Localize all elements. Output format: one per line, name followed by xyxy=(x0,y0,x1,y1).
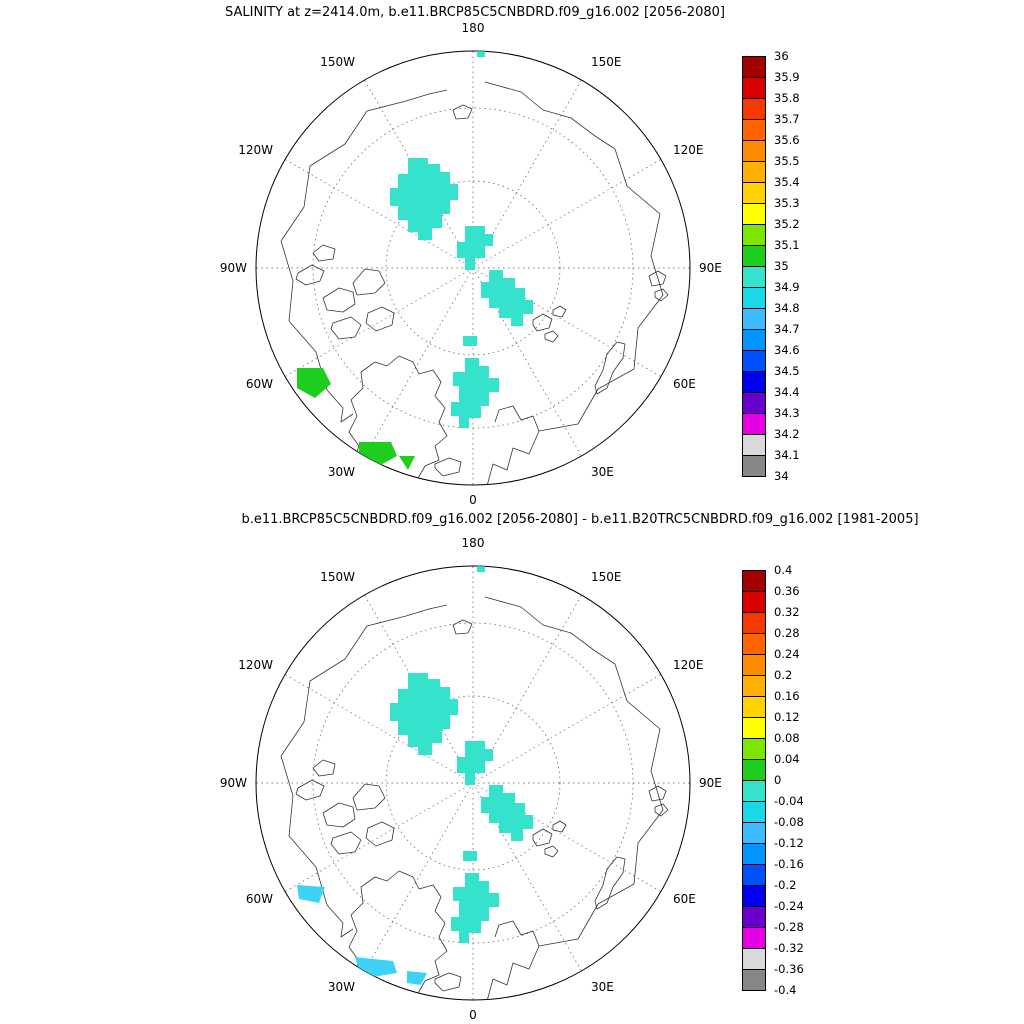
colorbar-tick-label: 35.2 xyxy=(774,217,800,231)
lon-label-120w: 120W xyxy=(238,143,273,157)
colorbar-tick-label: -0.32 xyxy=(774,941,804,955)
panel-top-title: SALINITY at z=2414.0m, b.e11.BRCP85C5CNBDRD.f09_g16.002 [2056-2080] xyxy=(225,5,725,20)
colorbar-tick-label: 34.1 xyxy=(774,448,800,462)
colorbar-tick-label: 0 xyxy=(774,773,782,787)
colorbar-cell xyxy=(742,140,766,162)
colorbar-tick-label: 35.9 xyxy=(774,70,800,84)
colorbar-cell xyxy=(742,675,766,697)
colorbar-tick-label: 34.8 xyxy=(774,301,800,315)
lon-label-150w: 150W xyxy=(320,55,355,69)
colorbar-tick-label: 35 xyxy=(774,259,789,273)
colorbar-tick-label: 0.24 xyxy=(774,647,800,661)
colorbar-tick-label: 34.9 xyxy=(774,280,800,294)
colorbar-cell xyxy=(742,350,766,372)
colorbar-bottom xyxy=(742,563,820,997)
lon-label-90w: 90W xyxy=(219,261,247,275)
colorbar-cell xyxy=(742,329,766,351)
colorbar-tick-label: 0.28 xyxy=(774,626,800,640)
lon-label-150e: 150E xyxy=(591,55,622,69)
colorbar-cell xyxy=(742,308,766,330)
map-bottom xyxy=(203,533,743,1024)
lon-label-60e: 60E xyxy=(673,892,696,906)
colorbar-tick-label: 0.32 xyxy=(774,605,800,619)
data-patch xyxy=(451,873,499,943)
lon-label-150e: 150E xyxy=(591,570,622,584)
data-patches-top xyxy=(297,51,533,470)
colorbar-tick-label: 35.4 xyxy=(774,175,800,189)
colorbar-tick-label: 34 xyxy=(774,469,789,483)
colorbar-cell xyxy=(742,98,766,120)
colorbar-cell xyxy=(742,759,766,781)
colorbar-cell xyxy=(742,245,766,267)
colorbar-cell xyxy=(742,780,766,802)
lon-label-30w: 30W xyxy=(327,465,355,479)
colorbar-cell xyxy=(742,591,766,613)
colorbar-labels xyxy=(774,49,820,483)
colorbar-tick-label: 36 xyxy=(774,49,789,63)
colorbar-cell xyxy=(742,801,766,823)
lon-label-120e: 120E xyxy=(673,658,704,672)
colorbar-tick-label: 34.7 xyxy=(774,322,800,336)
colorbar-cell xyxy=(742,434,766,456)
lon-label-0: 0 xyxy=(469,1008,477,1022)
colorbar-cells xyxy=(742,570,766,991)
colorbar-tick-label: -0.12 xyxy=(774,836,804,850)
colorbar-tick-label: -0.4 xyxy=(774,983,797,997)
colorbar-tick-label: 0.36 xyxy=(774,584,800,598)
colorbar-cell xyxy=(742,266,766,288)
colorbar-cell xyxy=(742,203,766,225)
colorbar-cell xyxy=(742,948,766,970)
lon-label-180: 180 xyxy=(461,21,485,35)
colorbar-cell xyxy=(742,119,766,141)
colorbar-cell xyxy=(742,287,766,309)
data-patches-bottom xyxy=(297,566,533,985)
colorbar-cells xyxy=(742,56,766,477)
colorbar-tick-label: 34.5 xyxy=(774,364,800,378)
colorbar-cell xyxy=(742,969,766,991)
colorbar-tick-label: -0.28 xyxy=(774,920,804,934)
data-patch-green xyxy=(399,456,415,470)
colorbar-tick-label: 0.4 xyxy=(774,563,793,577)
colorbar-cell xyxy=(742,182,766,204)
colorbar-tick-label: 34.3 xyxy=(774,406,800,420)
data-patch xyxy=(457,741,493,785)
colorbar-cell xyxy=(742,885,766,907)
colorbar-tick-label: 35.5 xyxy=(774,154,800,168)
colorbar-tick-label: 34.6 xyxy=(774,343,800,357)
colorbar-tick-label: 0.04 xyxy=(774,752,800,766)
colorbar-tick-label: 0.16 xyxy=(774,689,800,703)
colorbar-cell xyxy=(742,224,766,246)
colorbar-cell xyxy=(742,161,766,183)
lon-label-90w: 90W xyxy=(219,776,247,790)
colorbar-labels xyxy=(774,563,820,997)
colorbar-tick-label: 0.08 xyxy=(774,731,800,745)
data-patch xyxy=(390,673,458,755)
colorbar-tick-label: -0.36 xyxy=(774,962,804,976)
map-top xyxy=(203,18,743,518)
data-patch xyxy=(390,158,458,240)
data-patch xyxy=(451,358,499,428)
colorbar-tick-label: 35.6 xyxy=(774,133,800,147)
data-patch-cyan xyxy=(355,957,397,979)
colorbar-tick-label: 34.2 xyxy=(774,427,800,441)
lon-label-30e: 30E xyxy=(591,980,614,994)
colorbar-cell xyxy=(742,654,766,676)
lon-label-60w: 60W xyxy=(245,377,273,391)
colorbar-tick-label: 35.7 xyxy=(774,112,800,126)
colorbar-tick-label: 35.8 xyxy=(774,91,800,105)
colorbar-tick-label: -0.08 xyxy=(774,815,804,829)
lon-label-30w: 30W xyxy=(327,980,355,994)
data-patch xyxy=(477,51,485,57)
colorbar-tick-label: -0.2 xyxy=(774,878,797,892)
colorbar-cell xyxy=(742,77,766,99)
colorbar-tick-label: -0.16 xyxy=(774,857,804,871)
colorbar-cell xyxy=(742,738,766,760)
lon-label-120w: 120W xyxy=(238,658,273,672)
colorbar-cell xyxy=(742,570,766,592)
colorbar-tick-label: -0.04 xyxy=(774,794,804,808)
lon-label-180: 180 xyxy=(461,536,485,550)
colorbar-cell xyxy=(742,392,766,414)
colorbar-cell xyxy=(742,906,766,928)
colorbar-cell xyxy=(742,633,766,655)
colorbar-tick-label: -0.24 xyxy=(774,899,804,913)
colorbar-tick-label: 0.2 xyxy=(774,668,793,682)
lon-label-150w: 150W xyxy=(320,570,355,584)
lon-label-30e: 30E xyxy=(591,465,614,479)
data-patch xyxy=(457,226,493,270)
colorbar-tick-label: 35.3 xyxy=(774,196,800,210)
data-patch-green xyxy=(297,368,331,398)
colorbar-cell xyxy=(742,371,766,393)
colorbar-cell xyxy=(742,822,766,844)
colorbar-cell xyxy=(742,927,766,949)
colorbar-tick-label: 0.12 xyxy=(774,710,800,724)
colorbar-cell xyxy=(742,864,766,886)
colorbar-cell xyxy=(742,717,766,739)
colorbar-top xyxy=(742,49,820,483)
data-patch xyxy=(463,851,477,861)
lon-label-90e: 90E xyxy=(699,261,722,275)
colorbar-cell xyxy=(742,56,766,78)
colorbar-cell xyxy=(742,612,766,634)
colorbar-cell xyxy=(742,455,766,477)
lon-label-60e: 60E xyxy=(673,377,696,391)
lon-label-0: 0 xyxy=(469,493,477,507)
lon-label-120e: 120E xyxy=(673,143,704,157)
data-patch xyxy=(463,336,477,346)
colorbar-cell xyxy=(742,696,766,718)
data-patch xyxy=(477,566,485,572)
data-patch-green xyxy=(359,442,397,468)
colorbar-tick-label: 34.4 xyxy=(774,385,800,399)
panel-bottom-title: b.e11.BRCP85C5CNBDRD.f09_g16.002 [2056-2080] - b.e11.B20TRC5CNBDRD.f09_g16.002 [1981-2005] xyxy=(241,512,919,527)
colorbar-tick-label: 35.1 xyxy=(774,238,800,252)
colorbar-cell xyxy=(742,413,766,435)
lon-label-90e: 90E xyxy=(699,776,722,790)
data-patch-cyan xyxy=(297,885,325,903)
lon-label-60w: 60W xyxy=(245,892,273,906)
colorbar-cell xyxy=(742,843,766,865)
